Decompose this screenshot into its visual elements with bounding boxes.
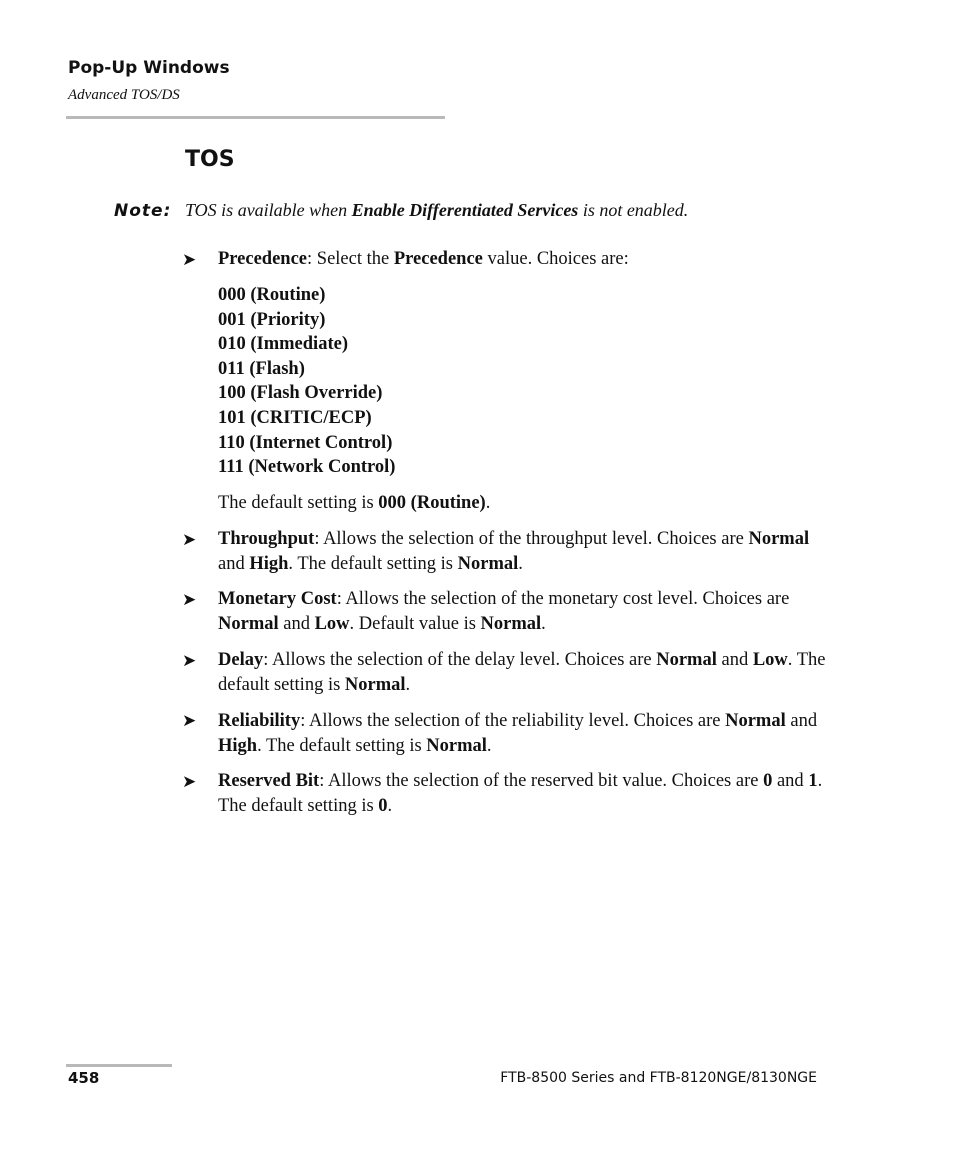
bullet-arrow-icon: ➤ <box>182 711 197 731</box>
text-emphasis: Normal <box>344 674 406 695</box>
text-part: : Allows the selection of the delay level. Choices are <box>263 650 657 670</box>
text-part: . The default setting is <box>218 771 823 816</box>
text-emphasis: Precedence <box>393 249 483 269</box>
text-emphasis: High <box>218 735 258 756</box>
text-emphasis: Normal <box>457 553 519 574</box>
text-emphasis: Normal <box>725 711 786 731</box>
throughput-description <box>218 527 828 576</box>
text-part: : Select the <box>307 249 394 269</box>
text-emphasis: High <box>249 553 289 574</box>
running-header-title: Pop-Up Windows <box>68 58 230 78</box>
precedence-choice: 101 (CRITIC/ECP) <box>218 407 372 428</box>
text-emphasis: Low <box>752 650 788 670</box>
section-title: TOS <box>185 147 235 172</box>
reserved-bit-description <box>218 769 828 818</box>
text-part: . Default value is <box>349 613 481 634</box>
footer-product-name: FTB-8500 Series and FTB-8120NGE/8130NGE <box>500 1070 817 1086</box>
delay-description <box>218 648 828 697</box>
footer-divider <box>66 1064 172 1067</box>
page-number: 458 <box>68 1069 100 1087</box>
monetary-cost-term: Monetary Cost <box>218 589 337 609</box>
text-part: . <box>405 674 411 695</box>
text-part: : Allows the selection of the reserved bit value. Choices are <box>319 771 764 791</box>
reliability-term: Reliability <box>218 711 301 731</box>
text-emphasis: Normal <box>656 650 717 670</box>
reliability-description <box>218 709 828 758</box>
delay-term: Delay <box>218 650 264 670</box>
header-divider <box>66 116 445 119</box>
text-part: and <box>218 553 250 574</box>
bullet-arrow-icon: ➤ <box>182 772 197 792</box>
precedence-choice: 001 (Priority) <box>218 309 326 330</box>
bullet-arrow-icon: ➤ <box>182 590 197 610</box>
text-part: . The default setting is <box>218 650 826 695</box>
text-part: and <box>716 650 753 670</box>
text-part: . <box>518 553 523 574</box>
running-header-subtitle: Advanced TOS/DS <box>68 87 180 103</box>
note-text-part: is not enabled. <box>578 200 689 220</box>
text-emphasis: Normal <box>480 613 542 634</box>
bullet-arrow-icon: ➤ <box>182 651 197 671</box>
bullet-arrow-icon: ➤ <box>182 530 197 550</box>
precedence-choice: 010 (Immediate) <box>218 334 348 355</box>
text-part: The default setting is <box>218 493 379 513</box>
text-part: and <box>278 613 315 634</box>
text-emphasis: 000 (Routine) <box>378 493 486 513</box>
note-label: Note: <box>114 201 172 221</box>
text-part: value. Choices are: <box>482 249 629 269</box>
precedence-description <box>218 247 828 272</box>
text-part: . The default setting is <box>257 735 427 756</box>
text-emphasis: Normal <box>218 613 279 634</box>
text-emphasis: 1 <box>808 771 818 791</box>
precedence-choice: 110 (Internet Control) <box>218 432 393 453</box>
text-emphasis: 0 <box>763 771 773 791</box>
bullet-arrow-icon: ➤ <box>182 250 197 270</box>
reserved-bit-term: Reserved Bit <box>218 771 320 791</box>
text-part: : Allows the selection of the monetary cost level. Choices are <box>336 589 790 609</box>
text-part: . <box>486 735 492 756</box>
text-part: . <box>485 493 491 513</box>
text-emphasis: Normal <box>426 735 487 756</box>
note-text-part: TOS is available when <box>185 200 352 220</box>
monetary-cost-description <box>218 587 828 636</box>
text-part: . The default setting is <box>288 553 458 574</box>
precedence-choice: 100 (Flash Override) <box>218 383 383 404</box>
note-text <box>185 200 688 221</box>
precedence-choices-list <box>218 283 395 480</box>
text-part: . <box>387 795 393 816</box>
text-emphasis: Low <box>314 613 350 634</box>
text-part: . <box>541 613 546 634</box>
throughput-term: Throughput <box>218 529 315 549</box>
precedence-term: Precedence <box>218 249 308 269</box>
text-part: : Allows the selection of the reliability level. Choices are <box>300 711 726 731</box>
text-emphasis: 0 <box>378 795 388 816</box>
text-part: and <box>772 771 809 791</box>
text-emphasis: Normal <box>748 529 810 549</box>
text-part: : Allows the selection of the throughput level. Choices are <box>314 529 749 549</box>
precedence-default <box>218 491 828 516</box>
precedence-choice: 000 (Routine) <box>218 285 326 305</box>
precedence-choice: 011 (Flash) <box>218 358 305 379</box>
note-text-emphasis: Enable Differentiated Services <box>351 200 579 220</box>
precedence-choice: 111 (Network Control) <box>218 457 396 478</box>
text-part: and <box>785 711 818 731</box>
